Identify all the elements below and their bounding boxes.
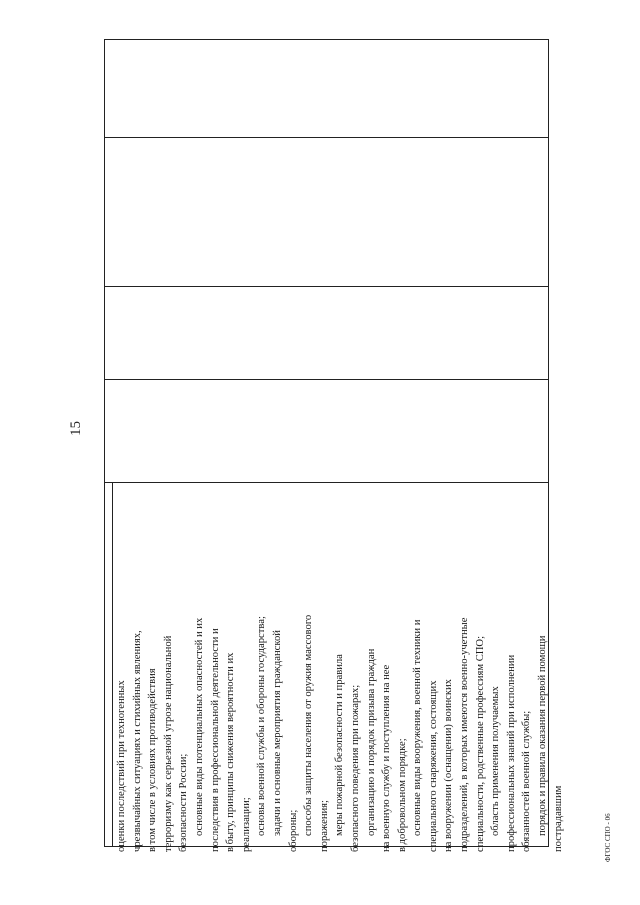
text-line: меры пожарной безопасности и правила — [334, 654, 346, 836]
text-line: организацию и порядок призыва граждан — [365, 648, 377, 836]
text-line: в быту, принципы снижения вероятности их — [225, 652, 237, 852]
text-line: подразделений, в которых имеются военно-учетные — [459, 617, 471, 852]
column-divider-4 — [104, 482, 549, 483]
table-border-left — [104, 39, 105, 847]
text-line: способы защиты населения от оружия массового — [303, 614, 315, 836]
text-line: в добровольном порядке; — [396, 738, 408, 852]
column-divider-2 — [104, 286, 549, 287]
text-line: чрезвычайных ситуациях и стихийных явлениях, — [131, 630, 143, 852]
text-line: поражения; — [318, 799, 330, 852]
text-line: безопасности России; — [178, 753, 190, 852]
page-footer: ФГОС СПО - 06 — [604, 813, 612, 862]
text-line: реализации; — [240, 797, 252, 852]
text-line: безопасного поведения при пожарах; — [349, 684, 361, 852]
text-line: область применения получаемых — [490, 686, 502, 836]
text-line: обязанностей военной службы; — [521, 710, 533, 852]
text-line: задачи и основные мероприятия гражданской — [271, 630, 283, 836]
text-line: последствия в профессиональной деятельности и — [209, 628, 221, 852]
text-line: обороны; — [287, 809, 299, 852]
text-line: специальности, родственные профессиям СПО; — [474, 635, 486, 852]
text-line: на вооружении (оснащении) воинских — [443, 679, 455, 852]
text-line: терроризму как серьезной угрозе национальной — [162, 635, 174, 852]
table-border-top — [104, 39, 549, 40]
text-line: основные виды вооружения, военной техники и — [412, 619, 424, 836]
text-line: основы военной службы и обороны государства; — [256, 616, 268, 836]
page-number: 15 — [68, 421, 84, 436]
column-divider-1 — [104, 137, 549, 138]
column-divider-3 — [104, 379, 549, 380]
text-line: на военную службу и поступления на нее — [381, 664, 393, 852]
text-line: порядок и правила оказания первой помощи — [537, 635, 549, 836]
row-divider — [112, 482, 113, 847]
text-line: пострадавшим — [552, 785, 564, 852]
competence-text-cell — [114, 490, 564, 852]
text-line: профессиональных знаний при исполнении — [505, 654, 517, 852]
text-line: специального снаряжения, состоящих — [427, 680, 439, 852]
text-line: оценки последствий при техногенных — [116, 680, 127, 852]
text-line: в том числе в условиях противодействия — [147, 668, 159, 852]
text-line: основные виды потенциальных опасностей и их — [193, 617, 205, 836]
